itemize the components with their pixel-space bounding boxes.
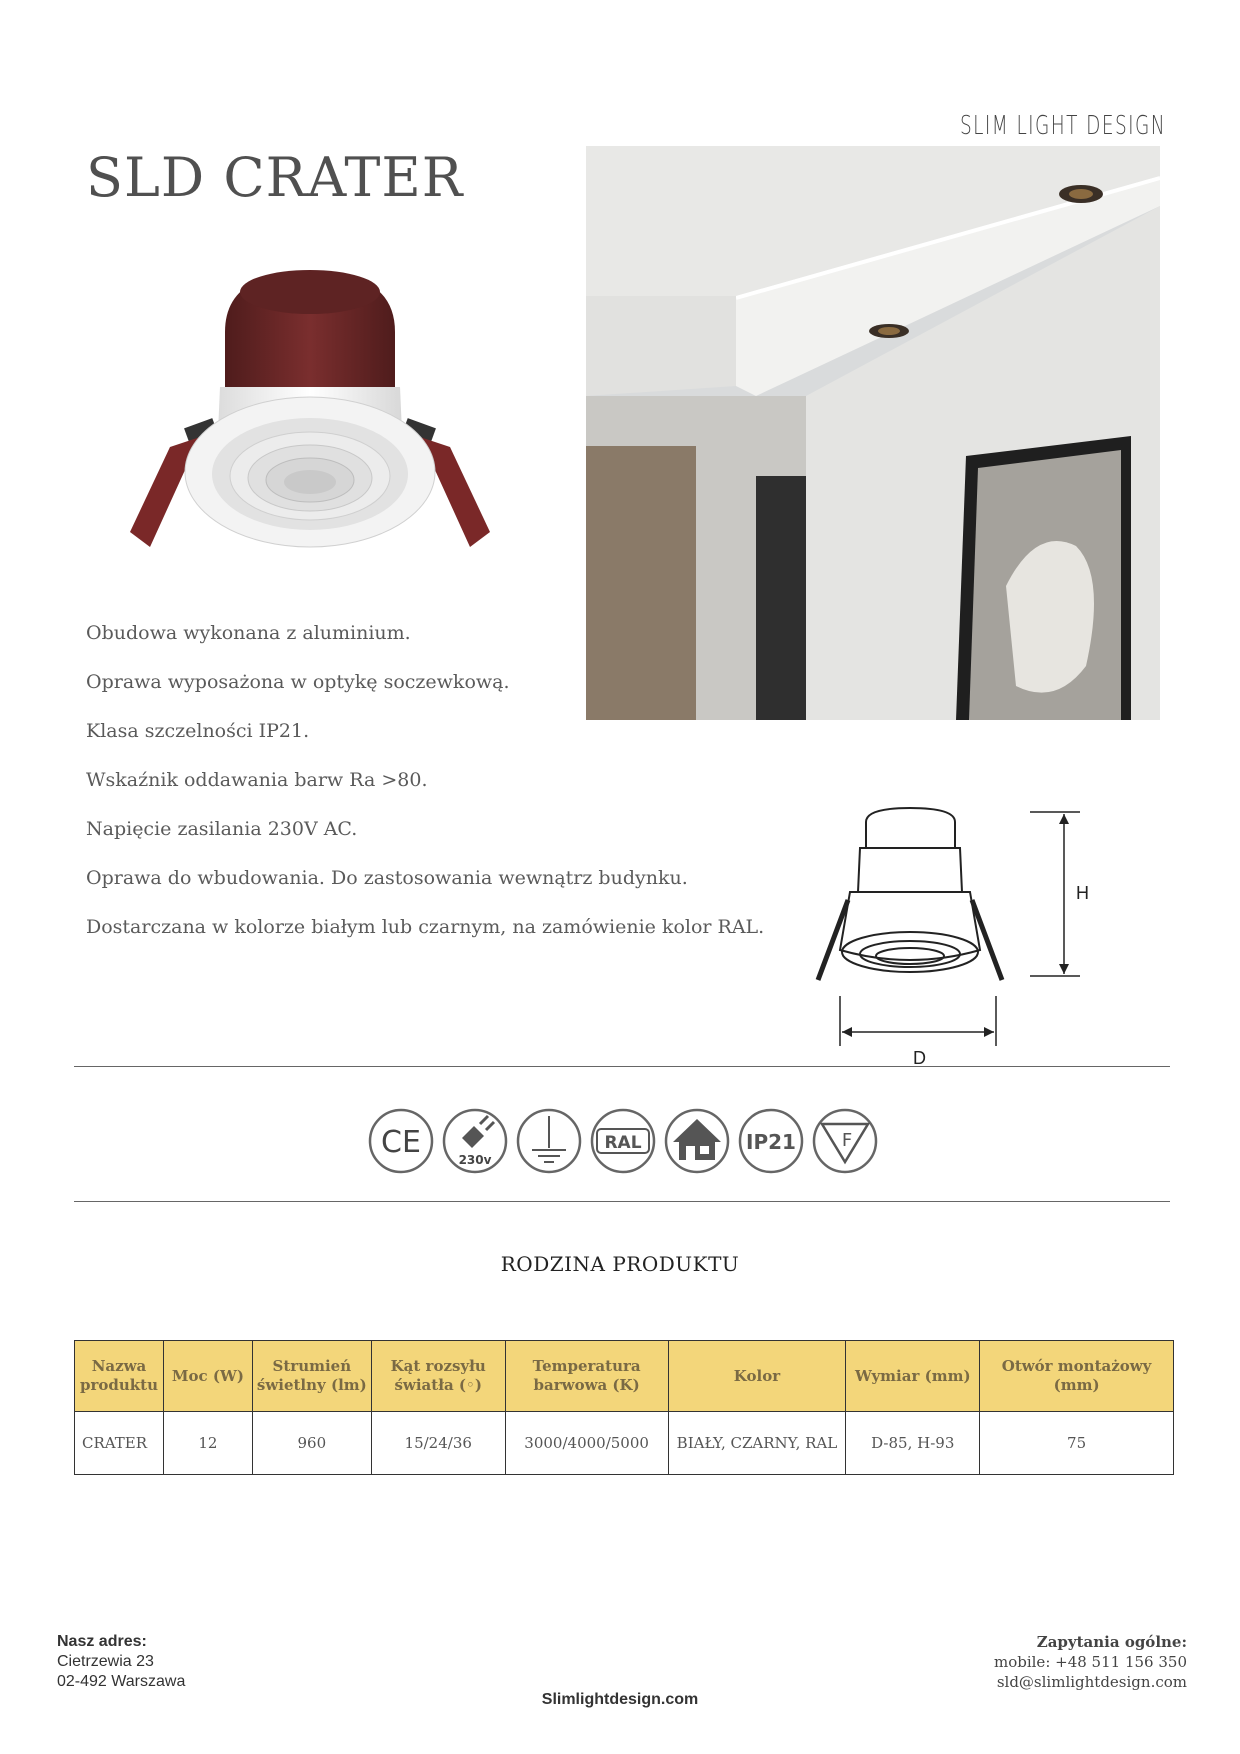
mobile-number[interactable]: mobile: +48 511 156 350 <box>993 1653 1187 1671</box>
address-city: 02-492 Warszawa <box>57 1673 186 1690</box>
feature-item: Obudowa wykonana z aluminium. <box>86 622 411 644</box>
svg-text:F: F <box>841 1130 853 1151</box>
brand-text: SLIM LIGHT DESIGN <box>960 111 1166 141</box>
ground-icon <box>514 1106 584 1176</box>
indoor-house-icon <box>662 1106 732 1176</box>
dimension-drawing <box>810 800 1120 1072</box>
footer-contact <box>994 1632 1187 1692</box>
email-link[interactable]: sld@slimlightdesign.com <box>996 1673 1187 1691</box>
table-cell: 960 <box>252 1412 371 1475</box>
address-label: Nasz adres: <box>57 1633 147 1650</box>
divider <box>74 1066 1170 1067</box>
column-header: Wymiar (mm) <box>846 1341 980 1412</box>
column-header: Kąt rozsyłu światła (◦) <box>371 1341 505 1412</box>
table-cell: BIAŁY, CZARNY, RAL <box>668 1412 846 1475</box>
feature-item: Oprawa do wbudowania. Do zastosowania wewnątrz budynku. <box>86 867 688 889</box>
table-cell: D-85, H-93 <box>846 1412 980 1475</box>
ip21-icon <box>736 1106 806 1176</box>
table-cell: CRATER <box>75 1412 164 1475</box>
certification-icons <box>366 1106 880 1186</box>
svg-text:230v: 230v <box>458 1153 492 1167</box>
table-cell: 3000/4000/5000 <box>505 1412 668 1475</box>
feature-item: Napięcie zasilania 230V AC. <box>86 818 358 840</box>
column-header: Otwór montażowy (mm) <box>980 1341 1174 1412</box>
ral-icon <box>588 1106 658 1176</box>
diameter-label: D <box>913 1048 926 1068</box>
product-family-table <box>74 1340 1174 1475</box>
svg-text:CE: CE <box>381 1125 421 1160</box>
section-title: RODZINA PRODUKTU <box>500 1252 740 1276</box>
column-header: Moc (W) <box>163 1341 252 1412</box>
table-cell: 12 <box>163 1412 252 1475</box>
table-cell: 75 <box>980 1412 1174 1475</box>
column-header: Strumień świetlny (lm) <box>252 1341 371 1412</box>
svg-text:IP21: IP21 <box>746 1130 796 1154</box>
svg-text:RAL: RAL <box>604 1133 642 1153</box>
plug-230v-icon <box>440 1106 510 1176</box>
brand-logo <box>960 104 1170 144</box>
table-header-row <box>75 1341 1174 1412</box>
page-title: SLD CRATER <box>86 146 464 209</box>
table-cell: 15/24/36 <box>371 1412 505 1475</box>
feature-list <box>86 622 764 965</box>
ce-mark-icon <box>366 1106 436 1176</box>
divider <box>74 1201 1170 1202</box>
height-label: H <box>1076 883 1089 903</box>
column-header: Temperatura barwowa (K) <box>505 1341 668 1412</box>
website-link[interactable]: Slimlightdesign.com <box>541 1691 699 1708</box>
table-row <box>75 1412 1174 1475</box>
address-street: Cietrzewia 23 <box>57 1653 154 1670</box>
footer-address <box>57 1632 185 1692</box>
column-header: Nazwa produktu <box>75 1341 164 1412</box>
f-mark-icon <box>810 1106 880 1176</box>
feature-item: Oprawa wyposażona w optykę soczewkową. <box>86 671 510 693</box>
feature-item: Dostarczana w kolorze białym lub czarnym, na zamówienie kolor RAL. <box>86 916 765 938</box>
product-photo <box>130 262 490 572</box>
feature-item: Wskaźnik oddawania barw Ra >80. <box>86 769 428 791</box>
feature-item: Klasa szczelności IP21. <box>86 720 310 742</box>
inquiries-label: Zapytania ogólne: <box>1036 1633 1187 1651</box>
column-header: Kolor <box>668 1341 846 1412</box>
